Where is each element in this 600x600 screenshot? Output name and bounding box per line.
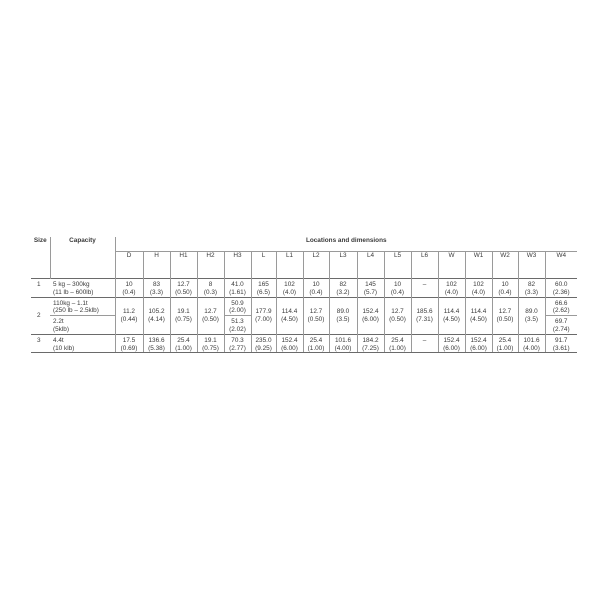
cell-w3-imperial: (3.3) (524, 288, 539, 296)
table-row (31, 297, 577, 316)
capacity-cell (50, 297, 115, 316)
cell-h3-metric: 51.3 (231, 318, 244, 326)
cell-h1-imperial: (0.75) (175, 315, 192, 323)
cell-w (438, 279, 465, 298)
cell-h1-imperial: (0.50) (175, 288, 192, 296)
cell-w4 (545, 334, 577, 353)
column-header-l3: L3 (329, 252, 357, 279)
column-header-w2: W2 (492, 252, 518, 279)
cell-w4-metric: 69.7 (555, 318, 568, 326)
cell-l4-imperial: (6.00) (362, 315, 379, 323)
column-header-h3: H3 (224, 252, 251, 279)
cell-l2 (303, 279, 329, 298)
size-header-spacer (31, 252, 50, 279)
cell-l5-imperial: (0.50) (389, 315, 406, 323)
column-header-h: H (143, 252, 170, 279)
cell-l3 (329, 334, 357, 353)
cell-w4-imperial: (2.36) (552, 288, 570, 296)
column-header-l5: L5 (384, 252, 411, 279)
cell-l (251, 279, 276, 298)
cell-w4-imperial: (3.61) (552, 344, 570, 352)
cell-l2-imperial: (0.50) (307, 315, 325, 323)
cell-l3-metric: 89.0 (336, 307, 350, 315)
cell-l4 (357, 334, 384, 353)
table-row (31, 334, 577, 353)
cell-l5 (384, 297, 411, 334)
cell-w2-metric: 10 (501, 281, 509, 288)
cell-w2 (492, 334, 518, 353)
cell-w2-imperial: (0.50) (496, 315, 514, 323)
cell-l3 (329, 279, 357, 298)
cell-w2 (492, 297, 518, 334)
cell-l4-metric: 184.2 (362, 336, 379, 344)
cell-l6 (411, 334, 438, 353)
table-row (31, 279, 577, 298)
cell-l5-metric: 10 (393, 281, 402, 288)
cell-l4 (357, 297, 384, 334)
cell-h1-metric: 12.7 (177, 281, 190, 288)
column-header-w: W (438, 252, 465, 279)
cell-d-metric: 10 (125, 281, 133, 288)
column-header-h1: H1 (170, 252, 197, 279)
column-header-l1: L1 (276, 252, 303, 279)
capacity-header-spacer (50, 252, 115, 279)
column-header-l: L (251, 252, 276, 279)
cell-l2-metric: 10 (312, 281, 320, 288)
cell-h2-metric: 12.7 (204, 307, 217, 315)
cell-l6-imperial: (7.31) (416, 315, 433, 323)
cell-h3-metric: 70.3 (231, 336, 244, 344)
cell-d-imperial: (0.44) (120, 315, 138, 323)
cell-w2-imperial: (1.00) (496, 344, 514, 352)
capacity-cell (50, 316, 115, 335)
cell-l2-imperial: (0.4) (309, 288, 323, 296)
capacity-cell-metric: 2.2t (53, 318, 64, 326)
cell-h3-metric: 50.9 (231, 299, 244, 307)
cell-w1 (465, 297, 492, 334)
cell-l-imperial: (6.5) (256, 288, 271, 296)
cell-w3-metric: 82 (527, 281, 536, 288)
cell-l1-imperial: (6.00) (281, 344, 298, 352)
cell-w1 (465, 334, 492, 353)
cell-l3-imperial: (3.2) (336, 288, 350, 296)
cell-w-imperial: (4.50) (443, 315, 460, 323)
cell-h (143, 334, 170, 353)
cell-h-imperial: (5.38) (148, 344, 165, 352)
cell-h-imperial: (3.3) (149, 288, 164, 296)
size-cell: 2 (31, 297, 50, 334)
cell-w4-metric: 66.6 (555, 299, 568, 307)
cell-h3-imperial: (1.61) (229, 288, 246, 296)
cell-w1 (465, 279, 492, 298)
cell-h3-imperial: (2.77) (229, 344, 246, 352)
cell-d-imperial: (0.69) (120, 344, 138, 352)
cell-l3-imperial: (3.5) (336, 315, 350, 323)
size-cell: 1 (31, 279, 50, 298)
cell-l4-metric: 145 (365, 281, 376, 288)
cell-h2-imperial: (0.3) (203, 288, 218, 296)
cell-h-imperial: (4.14) (148, 315, 165, 323)
capacity-cell-metric: 5 kg – 300kg (53, 281, 90, 288)
cell-l-imperial: (9.25) (255, 344, 272, 352)
cell-h2-metric: 8 (208, 281, 213, 288)
cell-w1-imperial: (4.0) (471, 288, 486, 296)
capacity-cell (50, 279, 115, 298)
cell-w (438, 334, 465, 353)
cell-h-metric: 105.2 (148, 307, 165, 315)
capacity-cell-imperial: (10 klb) (53, 344, 75, 352)
cell-w3-imperial: (3.5) (524, 315, 539, 323)
cell-h2-metric: 19.1 (204, 336, 217, 344)
cell-h2 (197, 334, 224, 353)
cell-w2 (492, 279, 518, 298)
cell-w2-imperial: (0.4) (498, 288, 512, 296)
cell-w4 (545, 316, 577, 335)
cell-l6-metric: 185.6 (416, 307, 433, 315)
cell-w-metric: 114.4 (443, 307, 460, 315)
cell-w3-metric: 101.6 (523, 336, 540, 344)
cell-l3-imperial: (4.00) (334, 344, 352, 352)
column-header-l2: L2 (303, 252, 329, 279)
cell-l1 (276, 279, 303, 298)
capacity-cell (50, 334, 115, 353)
cell-l3-metric: 101.6 (335, 336, 351, 344)
cell-h1-metric: 25.4 (177, 336, 190, 344)
cell-l4-imperial: (5.7) (363, 288, 378, 296)
cell-w3 (518, 334, 545, 353)
size-header: Size (31, 237, 50, 252)
cell-h1-metric: 19.1 (177, 307, 190, 315)
cell-l6-metric: – (422, 336, 427, 344)
cell-d-metric: 17.5 (122, 336, 136, 344)
column-header-w1: W1 (465, 252, 492, 279)
column-header-l6: L6 (411, 252, 438, 279)
cell-d (115, 297, 143, 334)
cell-d-metric: 11.2 (123, 307, 135, 315)
capacity-header: Capacity (69, 237, 96, 244)
cell-l5-imperial: (1.00) (389, 344, 406, 352)
cell-l1-metric: 114.4 (281, 307, 298, 315)
cell-l5 (384, 279, 411, 298)
cell-l (251, 334, 276, 353)
cell-w3 (518, 297, 545, 334)
cell-w4-metric: 91.7 (555, 336, 568, 344)
cell-l5-metric: 25.4 (391, 336, 404, 344)
column-header-h2: H2 (197, 252, 224, 279)
cell-w4 (545, 297, 577, 316)
cell-w4-imperial: (2.62) (552, 307, 570, 315)
column-header-w3: W3 (518, 252, 545, 279)
cell-h3 (224, 279, 251, 298)
cell-w3 (518, 279, 545, 298)
cell-h-metric: 83 (152, 281, 161, 288)
cell-l6-metric: – (422, 281, 427, 288)
cell-h (143, 279, 170, 298)
cell-w3-metric: 89.0 (525, 307, 538, 315)
cell-w1-metric: 114.4 (470, 307, 487, 315)
cell-h2-imperial: (0.50) (202, 315, 219, 323)
cell-l2-metric: 25.4 (309, 336, 323, 344)
cell-w4-imperial: (2.74) (552, 325, 570, 333)
cell-w1-imperial: (6.00) (470, 344, 487, 352)
cell-l-metric: 177.9 (255, 307, 272, 315)
cell-w1-metric: 102 (473, 281, 484, 288)
cell-w2-metric: 25.4 (498, 336, 512, 344)
cell-w-metric: 102 (446, 281, 457, 288)
cell-h2 (197, 297, 224, 334)
cell-w-imperial: (6.00) (443, 344, 460, 352)
cell-w1-imperial: (4.50) (470, 315, 487, 323)
cell-w-metric: 152.4 (443, 336, 460, 344)
dimensions-table (31, 237, 577, 353)
cell-h3-imperial: (2.00) (229, 307, 246, 315)
cell-d (115, 334, 143, 353)
cell-l1-imperial: (4.0) (282, 288, 297, 296)
cell-l5-metric: 12.7 (391, 307, 404, 315)
cell-h-metric: 136.6 (148, 336, 165, 344)
cell-l2-metric: 12.7 (309, 307, 323, 315)
cell-h3 (224, 297, 251, 316)
cell-h2-imperial: (0.75) (202, 344, 219, 352)
column-header-w4: W4 (545, 252, 577, 279)
cell-w3-imperial: (4.00) (523, 344, 540, 352)
cell-h1 (170, 297, 197, 334)
column-header-d: D (115, 252, 143, 279)
cell-l5 (384, 334, 411, 353)
capacity-cell-imperial: (11 lb – 600lb) (53, 288, 94, 296)
cell-w4-metric: 60.0 (555, 281, 568, 288)
cell-l6 (411, 279, 438, 298)
cell-h3-imperial: (2.02) (229, 325, 246, 333)
cell-w-imperial: (4.0) (444, 288, 459, 296)
cell-w2-metric: 12.7 (498, 307, 512, 315)
size-cell: 3 (31, 334, 50, 353)
cell-d-imperial: (0.4) (122, 288, 136, 296)
cell-l1 (276, 334, 303, 353)
cell-l2-imperial: (1.00) (307, 344, 325, 352)
cell-l-metric: 165 (258, 281, 269, 288)
cell-l1-imperial: (4.50) (281, 315, 298, 323)
capacity-cell-imperial: (250 lb – 2.5klb) (53, 307, 99, 315)
cell-h1 (170, 334, 197, 353)
cell-l (251, 297, 276, 334)
cell-l6 (411, 297, 438, 334)
cell-l4 (357, 279, 384, 298)
cell-l1 (276, 297, 303, 334)
cell-l4-imperial: (7.25) (362, 344, 379, 352)
capacity-cell-metric: 4.4t (53, 336, 64, 344)
cell-h3-metric: 41.0 (231, 281, 244, 288)
cell-l2 (303, 297, 329, 334)
column-header-l4: L4 (357, 252, 384, 279)
cell-l-imperial: (7.00) (255, 315, 272, 323)
capacity-cell-imperial: (5klb) (53, 325, 69, 333)
cell-w1-metric: 152.4 (470, 336, 487, 344)
cell-l5-imperial: (0.4) (390, 288, 405, 296)
cell-w4 (545, 279, 577, 298)
cell-h1 (170, 279, 197, 298)
cell-w (438, 297, 465, 334)
cell-l1-metric: 152.4 (281, 336, 298, 344)
cell-l1-metric: 102 (284, 281, 295, 288)
cell-h2 (197, 279, 224, 298)
cell-h1-imperial: (1.00) (175, 344, 192, 352)
capacity-cell-metric: 110kg – 1.1t (53, 299, 88, 307)
cell-l2 (303, 334, 329, 353)
cell-h (143, 297, 170, 334)
cell-l-metric: 235.0 (255, 336, 272, 344)
cell-h3 (224, 334, 251, 353)
locations-dimensions-header: Locations and dimensions (115, 237, 577, 252)
cell-h3 (224, 316, 251, 335)
cell-l4-metric: 152.4 (362, 307, 379, 315)
cell-d (115, 279, 143, 298)
cell-l3 (329, 297, 357, 334)
cell-l3-metric: 82 (339, 281, 347, 288)
